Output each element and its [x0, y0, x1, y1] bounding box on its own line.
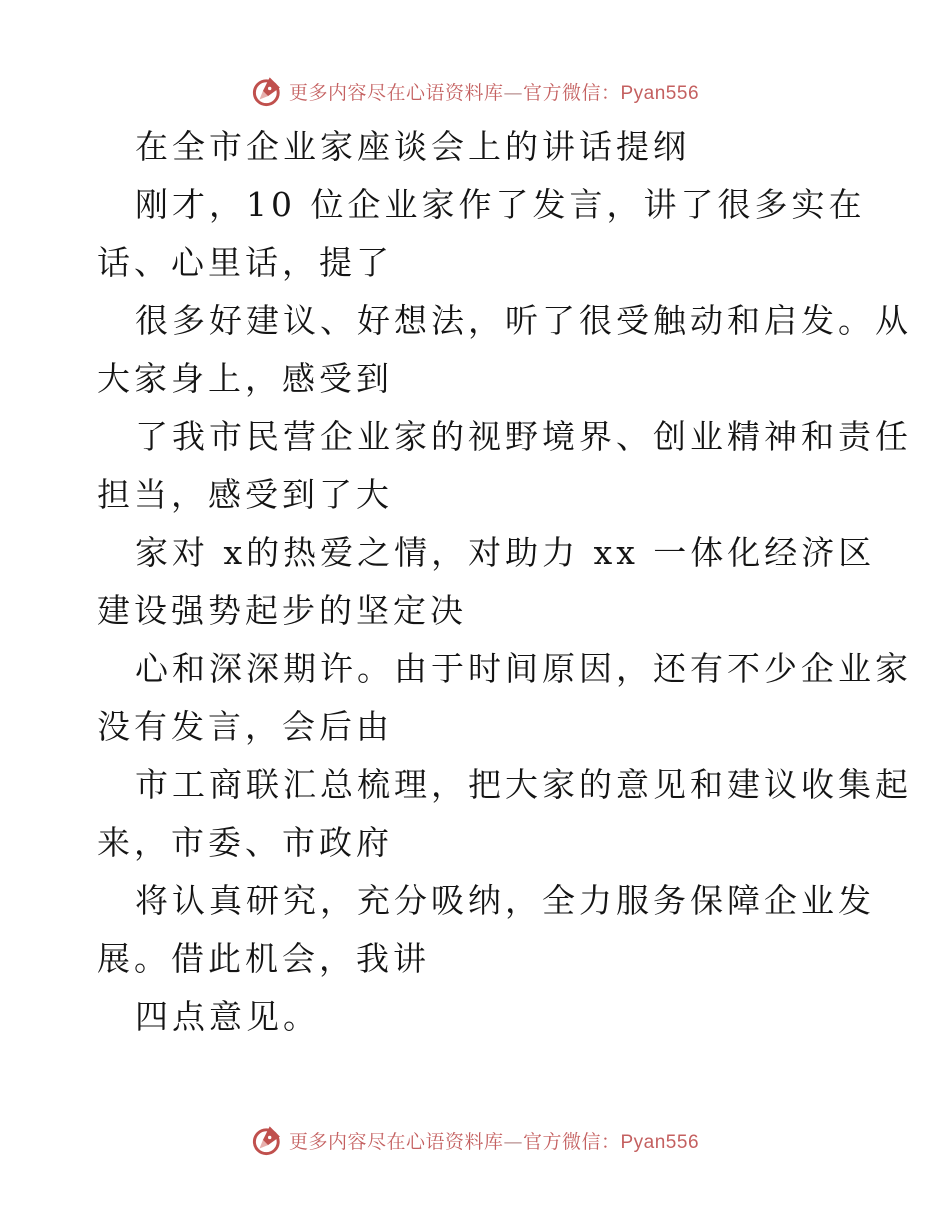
- watermark-cn: 更多内容尽在心语资料库: [288, 81, 504, 104]
- paragraph-line: 来，市委、市政府: [97, 823, 393, 862]
- watermark-text: [289, 78, 699, 105]
- header-watermark: [0, 71, 950, 111]
- footer-watermark: [0, 1120, 950, 1160]
- paragraph-line: 很多好建议、好想法，听了很受触动和启发。从: [135, 301, 912, 340]
- paragraph-line: 担当，感受到了大: [97, 475, 393, 514]
- paragraph-line: 心和深深期许。由于时间原因，还有不少企业家: [135, 649, 912, 688]
- watermark-separator: —: [503, 81, 523, 104]
- watermark-wechat-id: Pyan556: [620, 82, 700, 104]
- paragraph-line: 话、心里话，提了: [97, 243, 393, 282]
- watermark-cn: 更多内容尽在心语资料库: [288, 1130, 504, 1153]
- pen-nib-logo-icon: [251, 74, 285, 108]
- pen-nib-logo-icon: [251, 1123, 285, 1157]
- paragraph-line: 大家身上，感受到: [97, 359, 393, 398]
- paragraph-line: 家对 x的热爱之情，对助力 xx 一体化经济区: [135, 533, 876, 572]
- paragraph-line: 市工商联汇总梳理，把大家的意见和建议收集起: [135, 765, 912, 804]
- paragraph-line: 将认真研究，充分吸纳，全力服务保障企业发: [135, 881, 875, 920]
- paragraph-line: 没有发言，会后由: [97, 707, 393, 746]
- paragraph-line: 四点意见。: [135, 997, 320, 1036]
- watermark-separator: —: [503, 1130, 523, 1153]
- watermark-text: [289, 1127, 699, 1154]
- watermark-wechat-label: 官方微信：: [522, 1130, 621, 1153]
- watermark-wechat-id: Pyan556: [620, 1131, 700, 1153]
- document-title: 在全市企业家座谈会上的讲话提纲: [135, 127, 690, 166]
- watermark-wechat-label: 官方微信：: [522, 81, 621, 104]
- paragraph-line: 建设强势起步的坚定决: [97, 591, 467, 630]
- paragraph-line: 展。借此机会，我讲: [97, 939, 430, 978]
- document-body: [97, 118, 912, 1046]
- paragraph-line: 了我市民营企业家的视野境界、创业精神和责任: [135, 417, 912, 456]
- paragraph-line: 刚才，10 位企业家作了发言，讲了很多实在: [135, 185, 866, 224]
